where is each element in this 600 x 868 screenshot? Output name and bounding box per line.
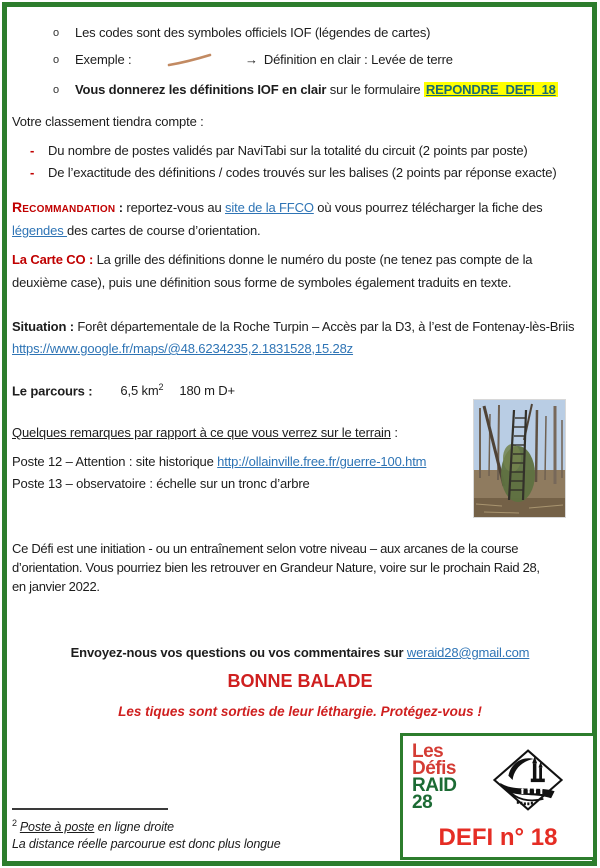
text-fragment: où vous pourrez télécharger la fiche des — [313, 200, 543, 215]
contact-line — [0, 645, 600, 660]
google-maps-link[interactable]: https://www.google.fr/maps/@48.6234235,2.1831528,15.28z — [12, 341, 354, 356]
text-fragment: en ligne droite — [94, 820, 174, 835]
remarques-heading — [12, 424, 482, 442]
list-item — [53, 24, 584, 42]
dash-bullet-icon: - — [30, 165, 35, 180]
recommandation-label: Recommandation — [12, 199, 116, 215]
heading-text: Quelques remarques par rapport à ce que vous verrez sur le terrain — [12, 425, 391, 440]
example-label: Exemple : — [75, 52, 132, 67]
defi-closing-paragraph — [12, 539, 598, 596]
logo-line: 28 — [412, 792, 433, 813]
classement-item: De l’exactitude des définitions / codes trouvés sur les balises (2 points par réponse exacte) — [48, 165, 557, 180]
classement-section — [12, 113, 590, 184]
carte-label: La Carte CO : — [12, 252, 94, 267]
poste-12-line — [12, 451, 482, 473]
recommandation-paragraph — [12, 196, 594, 242]
list-item — [12, 162, 590, 184]
text-fragment: d’orientation. Vous pourriez bien les retrouver en Grandeur Nature, voire sur le prochain Raid 28, — [12, 560, 540, 575]
repondre-defi-18-link[interactable]: REPONDRE_DEFI_18 — [425, 82, 556, 97]
bonne-balade-title: BONNE BALADE — [227, 671, 373, 691]
text-fragment: Forêt départementale de la Roche Turpin – Accès par la D3, à l’est de Fontenay-lès-Briis — [73, 319, 575, 334]
raid28-logo-box — [400, 733, 596, 860]
poste-13-line: Poste 13 – observatoire : échelle sur un tronc d’arbre — [12, 476, 310, 491]
logo-line: RAID — [412, 775, 457, 796]
text-fragment: des cartes de course d’orientation. — [67, 223, 261, 238]
parcours-distance: 6,5 km — [120, 383, 159, 399]
parcours-line — [12, 382, 235, 398]
bullet-list — [53, 24, 584, 108]
circle-bullet-icon: o — [53, 54, 59, 66]
contact-text: Envoyez-nous vos questions ou vos commentaires sur — [70, 645, 407, 660]
legendes-link[interactable]: légendes — [12, 223, 68, 238]
bold-fragment: Vous donnerez les définitions IOF en clair — [75, 82, 327, 97]
text-fragment: La grille des définitions donne le numéro du poste (ne tenez pas compte de la — [93, 252, 533, 267]
text-fragment: reportez-vous au — [126, 200, 226, 215]
forest-ladder-photo — [473, 399, 566, 518]
text-fragment: en janvier 2022. — [12, 579, 100, 594]
carte-paragraph — [12, 248, 594, 294]
iof-earth-bank-symbol — [167, 53, 213, 72]
classement-item: Du nombre de postes validés par NaviTabi sur la totalité du circuit (2 points par poste) — [48, 143, 528, 158]
list-item — [53, 81, 584, 99]
text-fragment: deuxième case), puis une définition sous forme de symboles également traduits en texte. — [12, 275, 512, 290]
circle-bullet-icon: o — [53, 27, 59, 39]
situation-label: Situation : — [12, 319, 74, 334]
footnote-reference: 2 — [158, 382, 164, 392]
footnote-block — [12, 808, 281, 853]
footnote-separator — [12, 808, 168, 810]
circle-bullet-icon: o — [53, 84, 59, 96]
raid28-wordmark — [412, 743, 456, 811]
text-fragment: : — [115, 200, 127, 215]
list-item — [12, 140, 590, 162]
text-fragment: Poste 12 – Attention : site historique — [12, 454, 218, 469]
classement-list — [12, 140, 590, 184]
remarques-section — [12, 424, 482, 495]
tiques-warning: Les tiques sont sorties de leur léthargie. Protégez-vous ! — [118, 704, 482, 719]
text-fragment: : — [390, 425, 398, 440]
raid28-diamond-logo — [493, 749, 563, 814]
text-fragment: sur le formulaire — [326, 82, 424, 97]
text-fragment: Ce Défi est une initiation - ou un entraînement selon votre niveau – aux arcanes de la course — [12, 541, 519, 556]
ollainville-link[interactable]: http://ollainville.free.fr/guerre-100.htm — [217, 454, 427, 469]
list-item — [53, 51, 584, 72]
ffco-site-link[interactable]: site de la FFCO — [225, 200, 314, 215]
parcours-label: Le parcours : — [12, 383, 93, 399]
footnote-line — [12, 815, 281, 836]
classement-intro: Votre classement tiendra compte : — [12, 114, 204, 129]
parcours-elevation: 180 m D+ — [179, 383, 235, 399]
arrow-right-icon: → — [245, 52, 258, 67]
footnote-line: La distance réelle parcourue est donc plus longue — [12, 837, 281, 852]
logo-line: Défis — [412, 758, 456, 779]
bullet-text: Les codes sont des symboles officiels IOF (légendes de cartes) — [75, 25, 431, 40]
logo-line: Les — [412, 741, 444, 762]
dash-bullet-icon: - — [30, 143, 35, 158]
underlined-fragment: Poste à poste — [19, 820, 95, 835]
email-link[interactable]: weraid28@gmail.com — [406, 645, 530, 660]
defi-number-title: DEFI n° 18 — [438, 824, 558, 851]
footnote-reference: 2 — [12, 818, 17, 828]
situation-paragraph — [12, 316, 594, 360]
definition-text: Définition en clair : Levée de terre — [263, 52, 453, 67]
bullet-text — [75, 81, 558, 99]
